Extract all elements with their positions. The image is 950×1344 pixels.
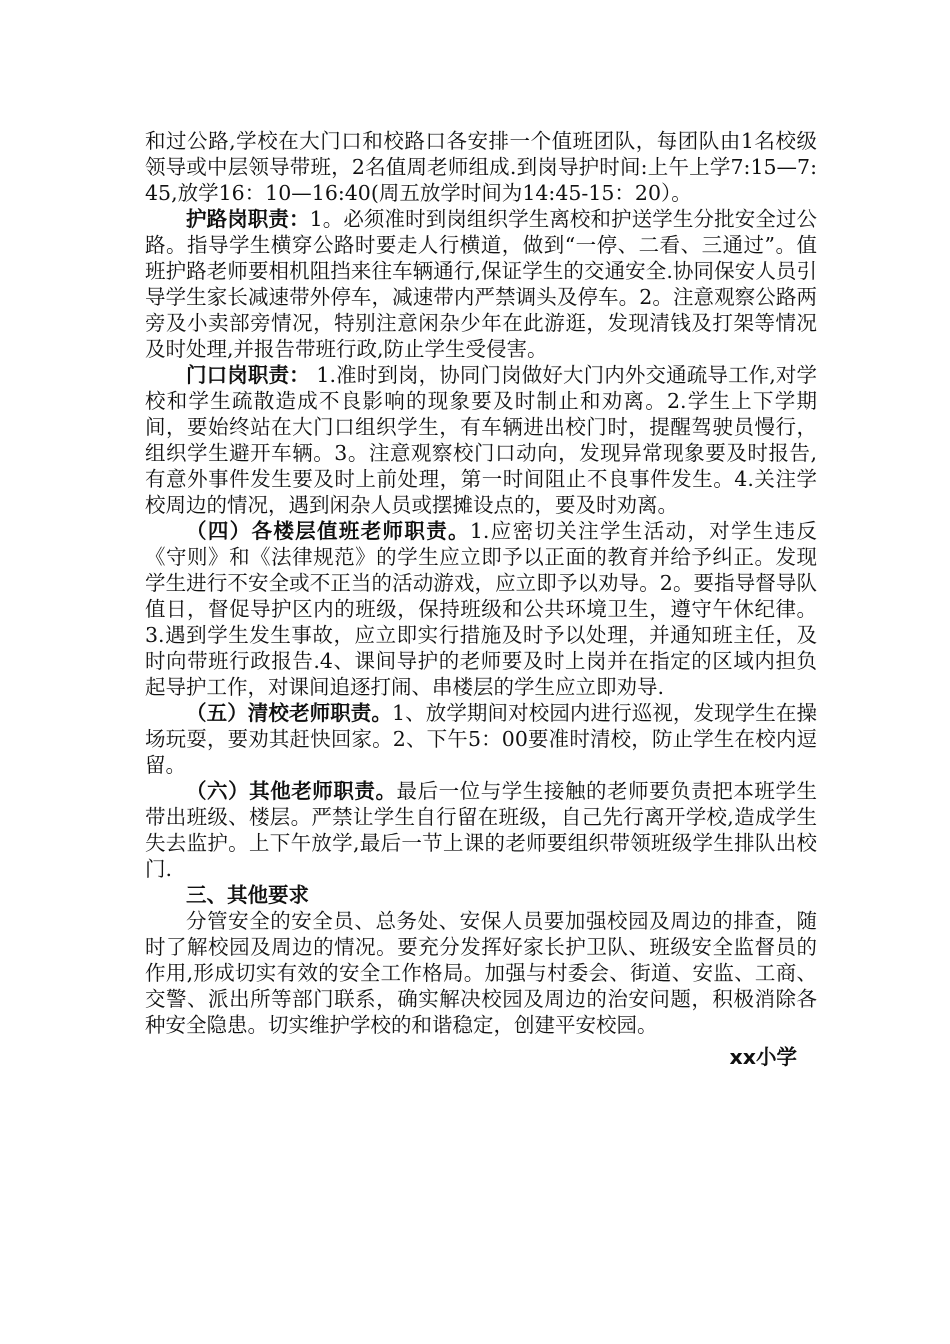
other-teacher-duties-text: 最后一位与学生接触的老师要负责把本班学生带出班级、楼层。严禁让学生自行留在班级，自己先行离开学校,造成学生失去监护。上下午放学,最后一节上课的老师要组织带领班级学生排队出校门. [145, 779, 818, 881]
paragraph-other-requirements: 分管安全的安全员、总务处、安保人员要加强校园及周边的排查，随时了解校园及周边的情况。要充分发挥好家长护卫队、班级安全监督员的作用,形成切实有效的安全工作格局。加强与村委会、街道、安监、工商、交警、派出所等部门联系，确实解决校园及周边的治安问题，积极消除各种安全隐患。切实维护学校的和谐稳定，创建平安校园。 [145, 909, 817, 1037]
paragraph-gate-guard-duties [145, 362, 817, 518]
gate-guard-duties-text: 1.准时到岗，协同门岗做好大门内外交通疏导工作,对学校和学生疏散造成不良影响的现象要及时制止和劝离。2.学生上下学期间，要始终站在大门口组织学生，有车辆进出校门时，提醒驾驶员慢行，组织学生避开车辆。3。注意观察校门口动向，发现异常现象要及时报告,有意外事件发生要及时上前处理，第一时间阻止不良事件发生。4.关注学校周边的情况，遇到闲杂人员或摆摊设点的，要及时劝离。 [145, 363, 818, 517]
paragraph-clearing-teacher-duties [145, 700, 817, 778]
section-heading-other-requirements: 三、其他要求 [186, 883, 309, 907]
paragraph-road-guard-duties [145, 206, 817, 362]
floor-teacher-duties-text: 1.应密切关注学生活动，对学生违反《守则》和《法律规范》的学生应立即予以正面的教育并给予纠正。发现学生进行不安全或不正当的活动游戏，应立即予以劝导。2。要指导督导队值日，督促导护区内的班级，保持班级和公共环境卫生，遵守午休纪律。3.遇到学生发生事故，应立即实行措施及时予以处理，并通知班主任，及时向带班行政报告.4、课间导护的老师要及时上岗并在指定的区域内担负起导护工作，对课间追逐打闹、串楼层的学生应立即劝导. [145, 519, 818, 699]
road-guard-duties-text: 1。必须准时到岗组织学生离校和护送学生分批安全过公路。指导学生横穿公路时要走人行横道，做到“一停、二看、三通过”。值班护路老师要相机阻挡来往车辆通行,保证学生的交通安全.协同保安人员引导学生家长减速带外停车，减速带内严禁调头及停车。2。注意观察公路两旁及小卖部旁情况，特别注意闲杂少年在此游逛，发现清钱及打架等情况及时处理,并报告带班行政,防止学生受侵害。 [145, 207, 817, 361]
document-page [145, 128, 817, 1070]
floor-teacher-duties-title: （四）各楼层值班老师职责。 [186, 519, 470, 543]
clearing-teacher-duties-text: 1、放学期间对校园内进行巡视，发现学生在操场玩耍，要劝其赶快回家。2、下午5：00要准时清校，防止学生在校内逗留。 [145, 701, 817, 777]
road-guard-duties-title: 护路岗职责： [186, 207, 310, 231]
paragraph-floor-teacher-duties [145, 518, 817, 700]
paragraph-other-teacher-duties [145, 778, 817, 882]
other-teacher-duties-title: （六）其他老师职责。 [186, 779, 397, 803]
clearing-teacher-duties-title: （五）清校老师职责。 [186, 701, 392, 725]
gate-guard-duties-title: 门口岗职责： [186, 363, 310, 387]
signature: xx小学 [729, 1045, 797, 1069]
paragraph-continuation: 和过公路,学校在大门口和校路口各安排一个值班团队，每团队由1名校级领导或中层领导带班，2名值周老师组成.到岗导护时间:上午上学7:15—7:45,放学16：10—16:40(周五放学时间为14:45-15：20）。 [145, 129, 817, 205]
